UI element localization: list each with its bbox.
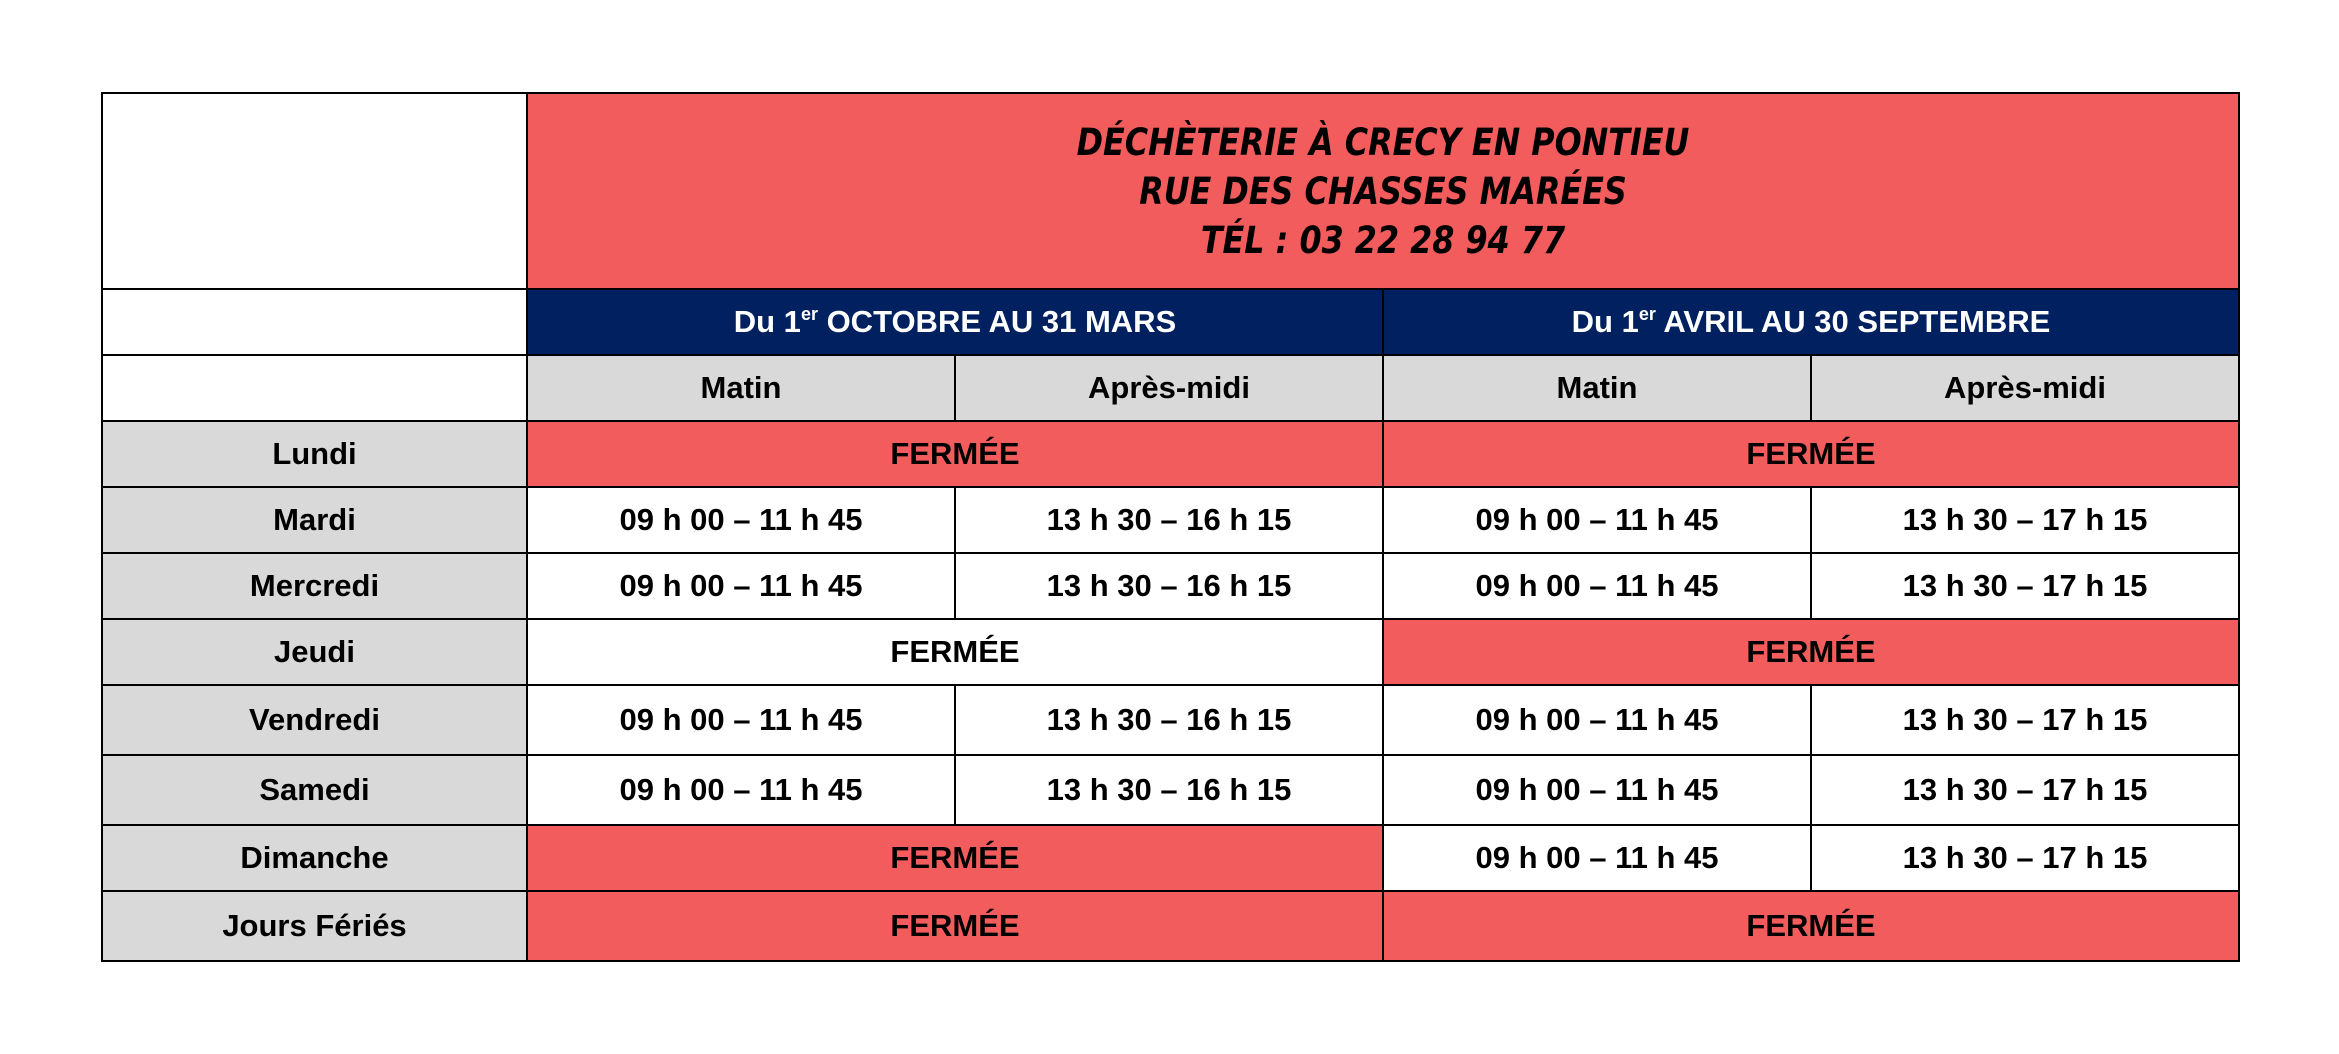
day-row-mardi (102, 487, 2239, 553)
winter-morning-hours: 09 h 00 – 11 h 45 (527, 487, 955, 553)
summer-afternoon-hours: 13 h 30 – 17 h 15 (1811, 487, 2239, 553)
day-row-lundi (102, 421, 2239, 487)
summer-closed-cell: FERMÉE (1383, 619, 2239, 685)
day-row-vendredi (102, 685, 2239, 755)
facility-header (527, 93, 2239, 289)
opening-hours-table (101, 92, 2240, 962)
subheader-winter-afternoon: Après-midi (955, 355, 1383, 421)
day-label: Mardi (102, 487, 527, 553)
day-label: Mercredi (102, 553, 527, 619)
day-row-samedi (102, 755, 2239, 825)
summer-afternoon-hours: 13 h 30 – 17 h 15 (1811, 685, 2239, 755)
winter-closed-cell: FERMÉE (527, 619, 1383, 685)
subheader-summer-morning: Matin (1383, 355, 1811, 421)
winter-closed-cell: FERMÉE (527, 891, 1383, 961)
title-row (102, 93, 2239, 289)
day-row-dimanche (102, 825, 2239, 891)
summer-morning-hours: 09 h 00 – 11 h 45 (1383, 487, 1811, 553)
day-label: Lundi (102, 421, 527, 487)
logo-blank-cell (102, 93, 527, 289)
summer-afternoon-hours: 13 h 30 – 17 h 15 (1811, 825, 2239, 891)
summer-afternoon-hours: 13 h 30 – 17 h 15 (1811, 755, 2239, 825)
winter-morning-hours: 09 h 00 – 11 h 45 (527, 685, 955, 755)
subheader-summer-afternoon: Après-midi (1811, 355, 2239, 421)
winter-closed-cell: FERMÉE (527, 825, 1383, 891)
winter-afternoon-hours: 13 h 30 – 16 h 15 (955, 553, 1383, 619)
season-row (102, 289, 2239, 355)
summer-morning-hours: 09 h 00 – 11 h 45 (1383, 755, 1811, 825)
blank-cell (102, 289, 527, 355)
blank-cell (102, 355, 527, 421)
facility-name: DÉCHÈTERIE À CRECY EN PONTIEU (1076, 120, 1690, 164)
summer-closed-cell: FERMÉE (1383, 421, 2239, 487)
summer-closed-cell: FERMÉE (1383, 891, 2239, 961)
winter-afternoon-hours: 13 h 30 – 16 h 15 (955, 685, 1383, 755)
winter-closed-cell: FERMÉE (527, 421, 1383, 487)
summer-morning-hours: 09 h 00 – 11 h 45 (1383, 685, 1811, 755)
winter-morning-hours: 09 h 00 – 11 h 45 (527, 553, 955, 619)
season-summer-header: Du 1er AVRIL AU 30 SEPTEMBRE (1383, 289, 2239, 355)
day-label: Samedi (102, 755, 527, 825)
winter-morning-hours: 09 h 00 – 11 h 45 (527, 755, 955, 825)
winter-afternoon-hours: 13 h 30 – 16 h 15 (955, 487, 1383, 553)
day-row-jours-feries (102, 891, 2239, 961)
day-label: Jeudi (102, 619, 527, 685)
summer-afternoon-hours: 13 h 30 – 17 h 15 (1811, 553, 2239, 619)
subheader-row (102, 355, 2239, 421)
day-label: Vendredi (102, 685, 527, 755)
day-label: Dimanche (102, 825, 527, 891)
summer-morning-hours: 09 h 00 – 11 h 45 (1383, 825, 1811, 891)
facility-phone: TÉL : 03 22 28 94 77 (1200, 218, 1566, 262)
day-row-mercredi (102, 553, 2239, 619)
summer-morning-hours: 09 h 00 – 11 h 45 (1383, 553, 1811, 619)
day-row-jeudi (102, 619, 2239, 685)
winter-afternoon-hours: 13 h 30 – 16 h 15 (955, 755, 1383, 825)
subheader-winter-morning: Matin (527, 355, 955, 421)
season-winter-header: Du 1er OCTOBRE AU 31 MARS (527, 289, 1383, 355)
facility-address: RUE DES CHASSES MARÉES (1139, 169, 1627, 213)
day-label: Jours Fériés (102, 891, 527, 961)
